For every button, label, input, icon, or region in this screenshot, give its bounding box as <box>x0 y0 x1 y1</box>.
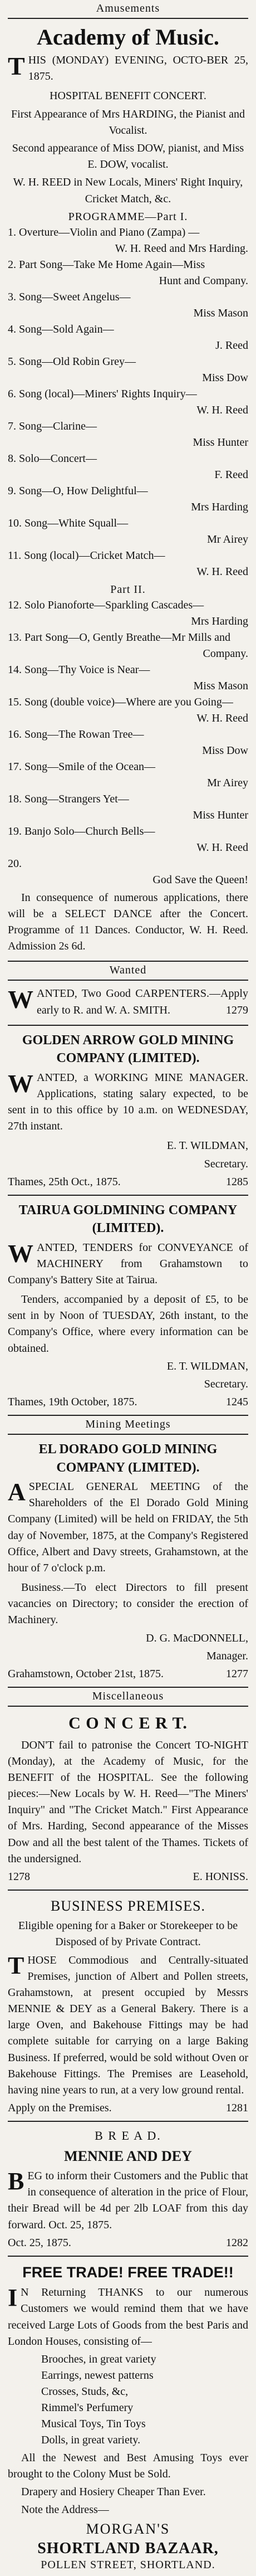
programme-item-text: 13. Part Song—O, Gently Breathe—Mr Mills and <box>8 631 230 644</box>
section-header-wanted: Wanted <box>109 964 147 977</box>
free-trade-note: Note the Address— <box>21 2504 109 2516</box>
free-trade-item: Brooches, in great variety <box>41 2353 156 2365</box>
programme-item <box>8 386 248 418</box>
programme-item-text: 2. Part Song—Take Me Home Again—Miss <box>8 258 205 271</box>
programme-item-text: 16. Song—The Rowan Tree— <box>8 728 144 741</box>
programme-item-performer: W. H. Reed <box>196 565 248 578</box>
programme-item-performer: Mr Airey <box>207 776 248 789</box>
programme-item-performer: W. H. Reed <box>196 712 248 724</box>
programme-item <box>8 597 248 630</box>
free-trade-items <box>8 2351 248 2448</box>
programme-item-text: 20. <box>8 857 22 870</box>
golden-arrow-dropcap: W <box>8 1069 33 1098</box>
section-header-misc: Miscellaneous <box>92 1690 164 1703</box>
programme-item-performer: Miss Mason <box>193 679 248 692</box>
programme-item <box>8 548 248 580</box>
concert-title: C O N C E R T. <box>68 1714 188 1733</box>
programme-item <box>8 322 248 354</box>
programme-item <box>8 630 248 662</box>
academy-ad <box>8 19 248 962</box>
programme-item-performer: Company. <box>203 647 248 660</box>
golden-arrow-title: GOLDEN ARROW GOLD MINING COMPANY (LIMITED). <box>22 1033 234 1066</box>
eldorado-text2: Business.—To elect Directors to fill present vacancies on Directory; to consider the erection of Machinery. <box>8 1581 248 1627</box>
programme-item-text: 9. Song—O, How Delightful— <box>8 484 148 497</box>
programme-item-text: 19. Banjo Solo—Church Bells— <box>8 825 155 837</box>
bread-title: B R E A D. <box>95 2129 161 2143</box>
bread-date: Oct. 25, 1875. <box>8 2236 71 2249</box>
programme-item-text: 11. Song (local)—Cricket Match— <box>8 549 165 562</box>
free-trade-text2: All the Newest and Best Amusing Toys ever brought to the Colony Must be Sold. <box>8 2451 248 2481</box>
tairua-text2: Tenders, accompanied by a deposit of £5, to be sent in by Noon of TUESDAY, 26th instant, to the Company's Office, where every information can be obtained. <box>8 1293 248 1355</box>
concert-ad <box>8 1707 248 1891</box>
carpenters-text: ANTED, Two Good CARPENTERS.—Apply early to R. and W. A. SMITH. <box>37 987 248 1016</box>
tairua-num: 1245 <box>226 1396 248 1409</box>
section-header-amusements: Amusements <box>96 2 160 14</box>
tairua-text: ANTED, TENDERS for CONVEYANCE of MACHINERY from Grahamstown to Company's Battery Site at Tairua. <box>8 1241 248 1286</box>
programme-item <box>8 791 248 824</box>
free-trade-text3: Drapery and Hosiery Cheaper Than Ever. <box>21 2486 206 2499</box>
eldorado-dropcap: A <box>8 1478 26 1506</box>
programme-item-text: 14. Song—Thy Voice is Near— <box>8 663 150 676</box>
golden-arrow-role: Secretary. <box>204 1157 248 1170</box>
programme-item-text: 17. Song—Smile of the Ocean— <box>8 760 155 773</box>
programme-item-text: 7. Song—Clarine— <box>8 420 97 432</box>
eldorado-ad <box>8 1435 248 1688</box>
programme-item-text: 5. Song—Old Robin Grey— <box>8 355 136 368</box>
academy-title: Academy of Music. <box>37 25 219 50</box>
programme-item-performer: Mrs Harding <box>191 500 248 513</box>
tairua-role: Secretary. <box>204 1378 248 1390</box>
programme-item-performer: W. H. Reed <box>196 841 248 854</box>
programme-part1-heading: PROGRAMME—Part I. <box>68 210 188 223</box>
programme-part2-heading: Part II. <box>110 583 146 596</box>
tairua-dropcap: W <box>8 1239 33 1268</box>
golden-arrow-ad <box>8 1026 248 1196</box>
programme-item <box>8 354 248 386</box>
programme-item-text: 10. Song—White Squall— <box>8 517 129 529</box>
eldorado-signer: D. G. MacDONNELL, <box>146 1632 248 1644</box>
programme-item-performer: J. Reed <box>215 339 248 352</box>
eldorado-text: SPECIAL GENERAL MEETING of the Shareholders of the El Dorado Gold Mining Company (Limited) will be held on FRIDAY, the 5th day of November, 1875, at the Company's Registered Office, Albert and Davy streets, Grahamstown, at the hour of 7 o'clock p.m. <box>8 1480 248 1574</box>
tairua-title: TAIRUA GOLDMINING COMPANY (LIMITED). <box>18 1202 238 1236</box>
golden-arrow-signer: E. T. WILDMAN, <box>166 1140 248 1152</box>
golden-arrow-num: 1285 <box>226 1175 248 1188</box>
free-trade-text: N Returning THANKS to our numerous Customers we would remind them that we have received Large Lots of Goods from the best Paris and London Houses, consisting of— <box>8 2286 248 2348</box>
tairua-signer: E. T. WILDMAN, <box>166 1360 248 1372</box>
programme-item-text: 6. Song (local)—Miners' Rights Inquiry— <box>8 387 197 400</box>
programme-item <box>8 483 248 515</box>
programme-part2-list <box>8 597 248 888</box>
programme-item-performer: W. H. Reed <box>196 403 248 416</box>
academy-line2: Second appearance of Miss DOW, pianist, and Miss E. DOW, vocalist. <box>12 142 244 171</box>
programme-item <box>8 289 248 322</box>
academy-intro: HIS (MONDAY) EVENING, OCTO-BER 25, 1875. <box>28 54 248 83</box>
programme-item <box>8 418 248 451</box>
academy-line3: W. H. REED in New Locals, Miners' Right Inquiry, Cricket Match, &c. <box>13 176 243 205</box>
free-trade-dropcap: I <box>8 2284 18 2312</box>
golden-arrow-text: ANTED, a WORKING MINE MANAGER. Applications, stating salary expected, to be sent in to this office by 10 a.m. on WEDNESDAY, 27th instant. <box>8 1071 248 1133</box>
programme-item <box>8 225 248 257</box>
academy-subtitle: HOSPITAL BENEFIT CONCERT. <box>50 90 206 103</box>
programme-item-text: 4. Song—Sold Again— <box>8 323 114 335</box>
carpenters-num: 1279 <box>226 1004 248 1016</box>
bread-text: EG to inform their Customers and the Public that in consequence of alteration in the price of Flour, their Bread will be 4d per 2lb LOAF from this day forward. Oct. 25, 1875. <box>8 2169 248 2231</box>
premises-lead: Eligible opening for a Baker or Storekeeper to be Disposed of by Private Contract. <box>18 1920 238 1949</box>
programme-item-performer: Hunt and Company. <box>159 274 248 287</box>
eldorado-date: Grahamstown, October 21st, 1875. <box>8 1668 164 1681</box>
programme-item-text: 1. Overture—Violin and Piano (Zampa) — <box>8 226 200 238</box>
programme-item-text: 3. Song—Sweet Angelus— <box>8 290 131 303</box>
programme-item-performer: Mrs Harding <box>191 615 248 627</box>
programme-item-performer: Miss Mason <box>193 306 248 319</box>
bread-ad <box>8 2122 248 2257</box>
free-trade-title: FREE TRADE! FREE TRADE!! <box>22 2263 234 2281</box>
free-trade-ad <box>8 2257 248 2576</box>
carpenters-dropcap: W <box>8 985 33 1014</box>
programme-item <box>8 694 248 727</box>
eldorado-title: EL DORADO GOLD MINING COMPANY (LIMITED). <box>38 1442 218 1475</box>
premises-title: BUSINESS PREMISES. <box>50 1898 206 1915</box>
programme-item-text: 18. Song—Strangers Yet— <box>8 792 129 805</box>
programme-item-text: 15. Song (double voice)—Where are you Going— <box>8 695 233 708</box>
concert-text: DON'T fail to patronise the Concert TO-NIGHT (Monday), at the Academy of Music, for the BENEFIT of the HOSPITAL. See the following pieces:—New Locals by W. H. Reed—"The Miners' Inquiry" and "The Cricket Match." First Appearance of Mrs. Harding, Second appearance of the Misses Dow and all the best talent of the Thames. Tickets of the undersigned. <box>8 1739 248 1865</box>
premises-dropcap: T <box>8 1951 24 1979</box>
programme-item-performer: Mr Airey <box>207 533 248 546</box>
bread-title2: MENNIE AND DEY <box>64 2148 192 2164</box>
programme-item-performer: F. Reed <box>214 468 248 481</box>
concert-signer: E. HONISS. <box>193 1871 248 1883</box>
premises-num: 1281 <box>226 2102 248 2115</box>
programme-item <box>8 662 248 694</box>
bread-num: 1282 <box>226 2236 248 2249</box>
concert-num: 1278 <box>8 1871 30 1883</box>
programme-item-performer: Miss Hunter <box>193 436 248 449</box>
bread-dropcap: B <box>8 2167 24 2195</box>
tairua-date: Thames, 19th October, 1875. <box>8 1396 137 1409</box>
programme-item-text: 12. Solo Pianoforte—Sparkling Cascades— <box>8 598 204 611</box>
academy-dropcap: T <box>8 52 25 80</box>
golden-arrow-date: Thames, 25th Oct., 1875. <box>8 1175 121 1188</box>
programme-part1-list <box>8 225 248 580</box>
programme-item <box>8 451 248 483</box>
programme-item <box>8 257 248 289</box>
free-trade-item: Musical Toys, Tin Toys <box>41 2417 146 2430</box>
academy-footer: In consequence of numerous applications, there will be a SELECT DANCE after the Concert. Programme of 11 Dances. Conductor, W. H. Reed. Admission 2s 6d. <box>8 891 248 953</box>
free-trade-item: Rimmel's Perfumery <box>41 2401 134 2414</box>
free-trade-item: Crosses, Studs, &c, <box>41 2385 129 2398</box>
eldorado-num: 1277 <box>226 1668 248 1681</box>
programme-item <box>8 759 248 791</box>
programme-item <box>8 856 248 888</box>
bazaar-title: SHORTLAND BAZAAR, <box>37 2539 219 2557</box>
academy-line1: First Appearance of Mrs HARDING, the Pianist and Vocalist. <box>11 108 245 137</box>
tairua-ad <box>8 1196 248 1416</box>
programme-item-performer: Miss Hunter <box>193 809 248 821</box>
programme-item <box>8 824 248 856</box>
free-trade-item: Earrings, newest patterns <box>41 2369 154 2382</box>
carpenters-ad <box>8 981 248 1025</box>
programme-item-performer: Miss Dow <box>202 744 248 757</box>
eldorado-role: Manager. <box>206 1649 248 1662</box>
programme-item <box>8 515 248 548</box>
premises-ad <box>8 1891 248 2122</box>
premises-apply: Apply on the Premises. <box>8 2102 112 2115</box>
programme-item-performer: W. H. Reed and Mrs Harding. <box>115 242 248 255</box>
programme-item-performer: Miss Dow <box>202 371 248 384</box>
programme-item-text: 8. Solo—Concert— <box>8 452 97 465</box>
programme-item <box>8 727 248 759</box>
bazaar-address: POLLEN STREET, SHORTLAND. <box>41 2558 215 2571</box>
section-header-mining: Mining Meetings <box>85 1418 171 1431</box>
premises-text: HOSE Commodious and Centrally-situated Premises, junction of Albert and Pollen streets, Grahamstown, at present occupied by Messrs MENNIE & DEY as a General Bakery. There is a large Oven, and Bakehouse Fittings may be had complete suitable for carrying on a large Baking Business. If preferred, would be sold without Oven or Bakehouse Fittings. The Premises are Leasehold, having nine years to run, at a very low ground rental. <box>8 1954 248 2096</box>
programme-item-performer: God Save the Queen! <box>152 873 248 886</box>
free-trade-item: Dolls, in great variety. <box>41 2433 141 2446</box>
bazaar-name: MORGAN'S <box>86 2520 170 2537</box>
